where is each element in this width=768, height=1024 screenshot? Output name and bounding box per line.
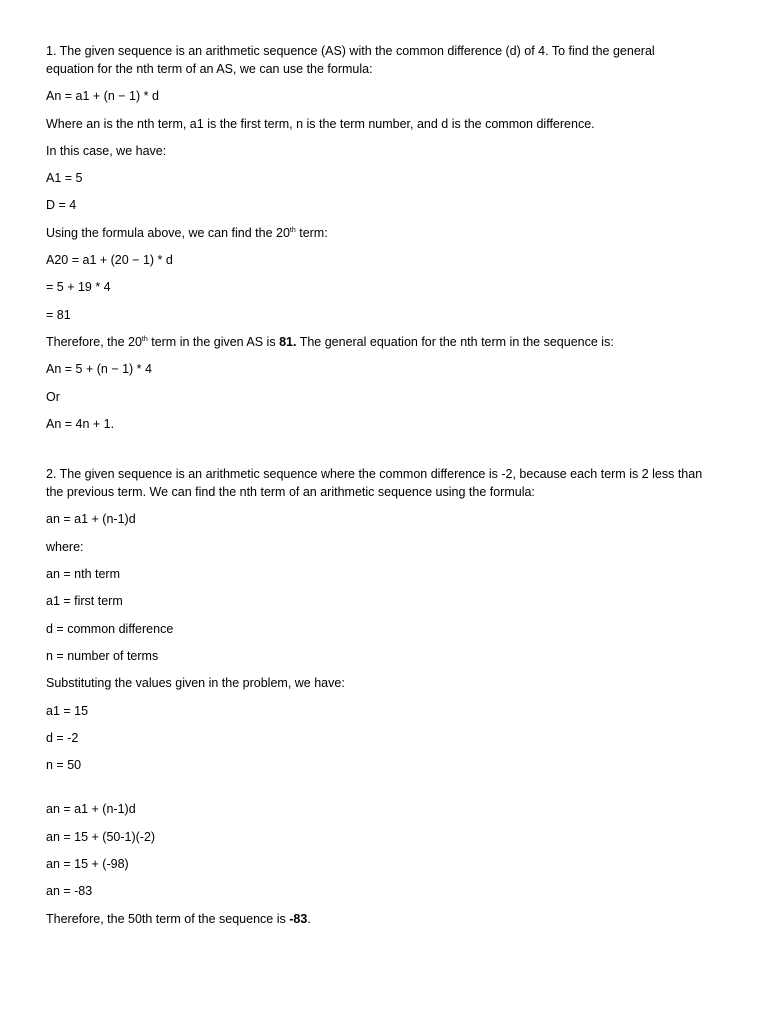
s2-d: d = -2 bbox=[46, 730, 79, 745]
s2-therefore-pre: Therefore, the 50th term of the sequence is bbox=[46, 911, 290, 926]
s1-formula: An = a1 + (n − 1) * d bbox=[46, 89, 159, 104]
s1-d: D = 4 bbox=[46, 198, 77, 213]
s2-where: where: bbox=[46, 539, 84, 554]
s1-a20: A20 = a1 + (20 − 1) * d bbox=[46, 253, 173, 268]
s2-n: n = 50 bbox=[46, 758, 82, 773]
s2-calc1: an = a1 + (n-1)d bbox=[46, 802, 136, 817]
calc-gap bbox=[46, 783, 706, 800]
s1-therefore-post: The general equation for the nth term in the sequence is: bbox=[296, 334, 614, 349]
s2-formula: an = a1 + (n-1)d bbox=[46, 512, 136, 527]
s2-def-n: n = number of terms bbox=[46, 648, 159, 663]
s1-a1: A1 = 5 bbox=[46, 171, 83, 186]
s1-where: Where an is the nth term, a1 is the first term, n is the term number, and d is the common difference. bbox=[46, 116, 595, 131]
s1-therefore-answer: 81. bbox=[279, 334, 297, 349]
s1-step2: = 81 bbox=[46, 307, 71, 322]
s2-calc3: an = 15 + (-98) bbox=[46, 857, 129, 872]
s2-therefore bbox=[46, 910, 706, 928]
s1-therefore-sup: th bbox=[141, 335, 148, 343]
s1-using-pre: Using the formula above, we can find the 20 bbox=[46, 225, 290, 240]
s2-def-d: d = common difference bbox=[46, 621, 174, 636]
s1-simplified: An = 4n + 1. bbox=[46, 416, 115, 431]
s2-def-an: an = nth term bbox=[46, 567, 120, 582]
s1-using-sup: th bbox=[289, 226, 296, 234]
s1-therefore bbox=[46, 333, 706, 351]
s1-step1: = 5 + 19 * 4 bbox=[46, 280, 111, 295]
s2-substituting: Substituting the values given in the problem, we have: bbox=[46, 676, 345, 691]
s1-general: An = 5 + (n − 1) * 4 bbox=[46, 362, 152, 377]
s1-intro: 1. The given sequence is an arithmetic sequence (AS) with the common difference (d) of 4. To find the general equation for the nth term of an AS, we can use the formula: bbox=[46, 44, 659, 76]
s2-therefore-post: . bbox=[307, 911, 311, 926]
s2-a1: a1 = 15 bbox=[46, 703, 89, 718]
section-gap bbox=[46, 442, 706, 465]
s2-intro: 2. The given sequence is an arithmetic sequence where the common difference is -2, because each term is 2 less than the previous term. We can find the nth term of an arithmetic sequence using the formula: bbox=[46, 467, 706, 500]
s1-using-post: term: bbox=[295, 225, 328, 240]
s2-therefore-answer: -83 bbox=[289, 911, 308, 926]
s1-therefore-mid: term in the given AS is bbox=[147, 334, 280, 349]
s1-therefore-pre: Therefore, the 20 bbox=[46, 334, 142, 349]
s2-def-a1: a1 = first term bbox=[46, 594, 123, 609]
document-body bbox=[46, 42, 706, 937]
s2-calc4: an = -83 bbox=[46, 884, 93, 899]
s1-or: Or bbox=[46, 389, 60, 404]
s1-in-this-case: In this case, we have: bbox=[46, 143, 167, 158]
s1-using-formula bbox=[46, 224, 706, 242]
s2-calc2: an = 15 + (50-1)(-2) bbox=[46, 829, 156, 844]
